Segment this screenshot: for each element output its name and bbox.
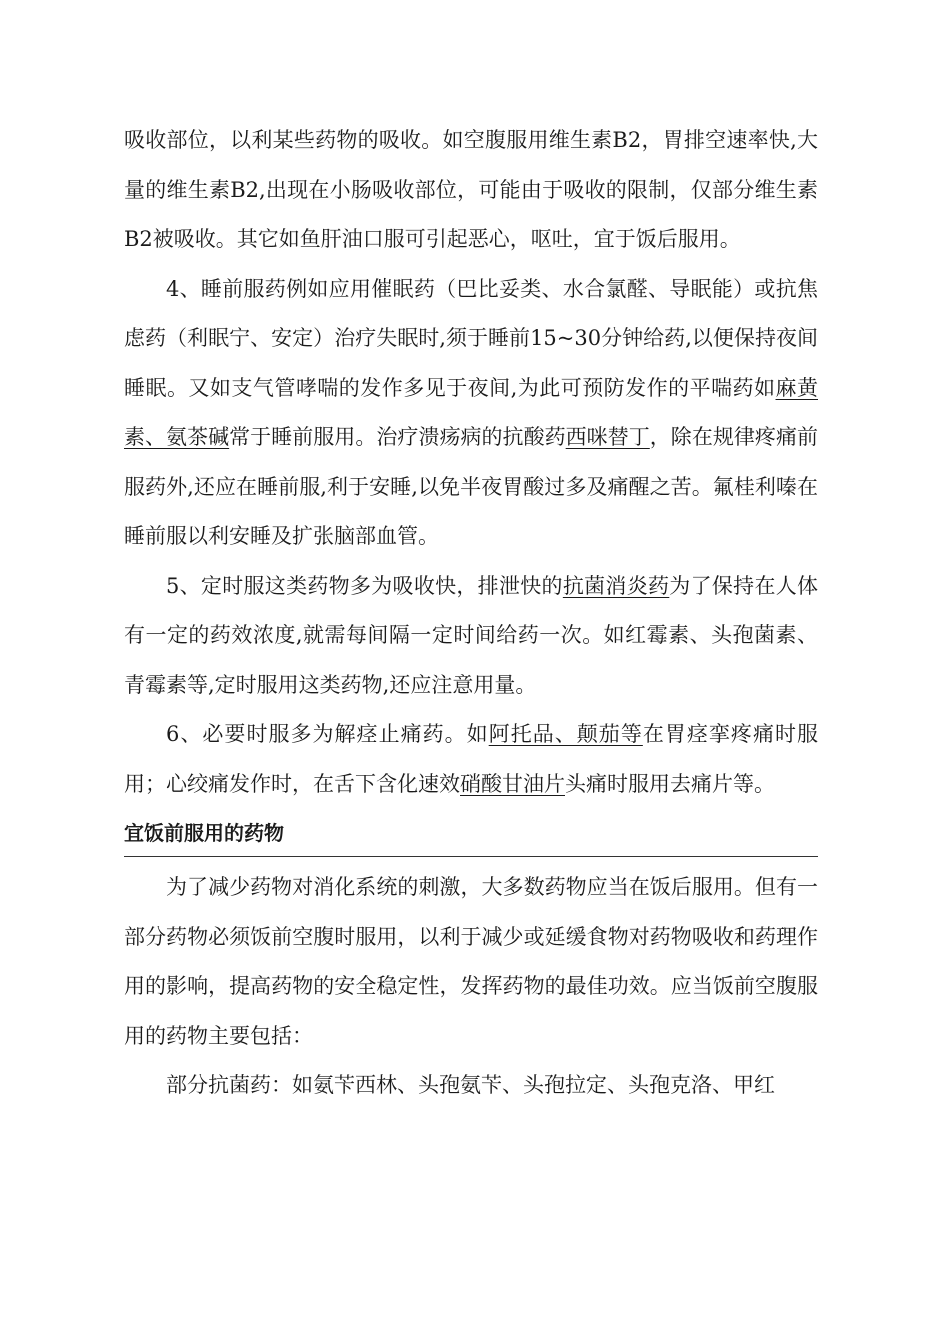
paragraph-text: 常于睡前服用。治疗溃疡病的抗酸药 xyxy=(229,425,566,449)
section-heading: 宜饭前服用的药物 xyxy=(124,812,818,857)
link-ephedrine-aminophylline[interactable]: 麻黄素、氨茶碱 xyxy=(124,375,818,449)
paragraph-antibacterials xyxy=(124,1061,818,1111)
paragraph-text: 为了减少药物对消化系统的刺激，大多数药物应当在饭后服用。但有一部分药物必须饭前空腹时服用，以利于减少或延缓食物对药物吸收和药理作用的影响，提高药物的安全稳定性，发挥药物的最佳功效。应当饭前空腹服用的药物主要包括： xyxy=(124,875,818,1048)
paragraph-as-needed-dosing xyxy=(124,710,818,809)
paragraph-timed-dosing xyxy=(124,562,818,711)
paragraph-vitamin-b2 xyxy=(124,116,818,265)
paragraph-before-meal-intro xyxy=(124,863,818,1061)
link-antibiotics[interactable]: 抗菌消炎药 xyxy=(562,573,670,598)
link-nitroglycerin[interactable]: 硝酸甘油片 xyxy=(460,771,565,796)
document-page xyxy=(124,116,818,1111)
paragraph-text: 4、睡前服药例如应用催眠药（巴比妥类、水合氯醛、导眠能）或抗焦虑药（利眠宁、安定）治疗失眠时,须于睡前15~30分钟给药,以便保持夜间睡眠。又如支气管哮喘的发作多见于夜间,为此可预防发作的平喘药如 xyxy=(124,276,818,400)
link-cimetidine[interactable]: 西咪替丁 xyxy=(565,425,650,449)
paragraph-text: 为了保持在人体有一定的药效浓度,就需每间隔一定时间给药一次。如红霉素、头孢菌素、青霉素等,定时服用这类药物,还应注意用量。 xyxy=(124,573,819,697)
paragraph-bedtime-dosing xyxy=(124,265,818,562)
paragraph-text: 5、定时服这类药物多为吸收快，排泄快的 xyxy=(166,573,563,598)
link-atropine-belladonna[interactable]: 阿托品、颠茄等 xyxy=(488,722,643,746)
paragraph-text: 头痛时服用去痛片等。 xyxy=(565,771,775,796)
paragraph-text: 6、必要时服多为解痉止痛药。如 xyxy=(166,722,489,746)
paragraph-text: 吸收部位，以利某些药物的吸收。如空腹服用维生素B2，胃排空速率快,大量的维生素B2,出现在小肠吸收部位，可能由于吸收的限制，仅部分维生素B2被吸收。其它如鱼肝油口服可引起恶心，呕吐，宜于饭后服用。 xyxy=(124,128,818,251)
paragraph-text: 部分抗菌药：如氨苄西林、头孢氨苄、头孢拉定、头孢克洛、甲红 xyxy=(166,1073,775,1097)
paragraph-text: ，除在规律疼痛前服药外,还应在睡前服,利于安睡,以免半夜胃酸过多及痛醒之苦。氟桂利嗪在睡前服以利安睡及扩张脑部血管。 xyxy=(124,425,818,548)
paragraph-text: 在胃痉挛疼痛时服用；心绞痛发作时，在舌下含化速效 xyxy=(124,722,818,796)
